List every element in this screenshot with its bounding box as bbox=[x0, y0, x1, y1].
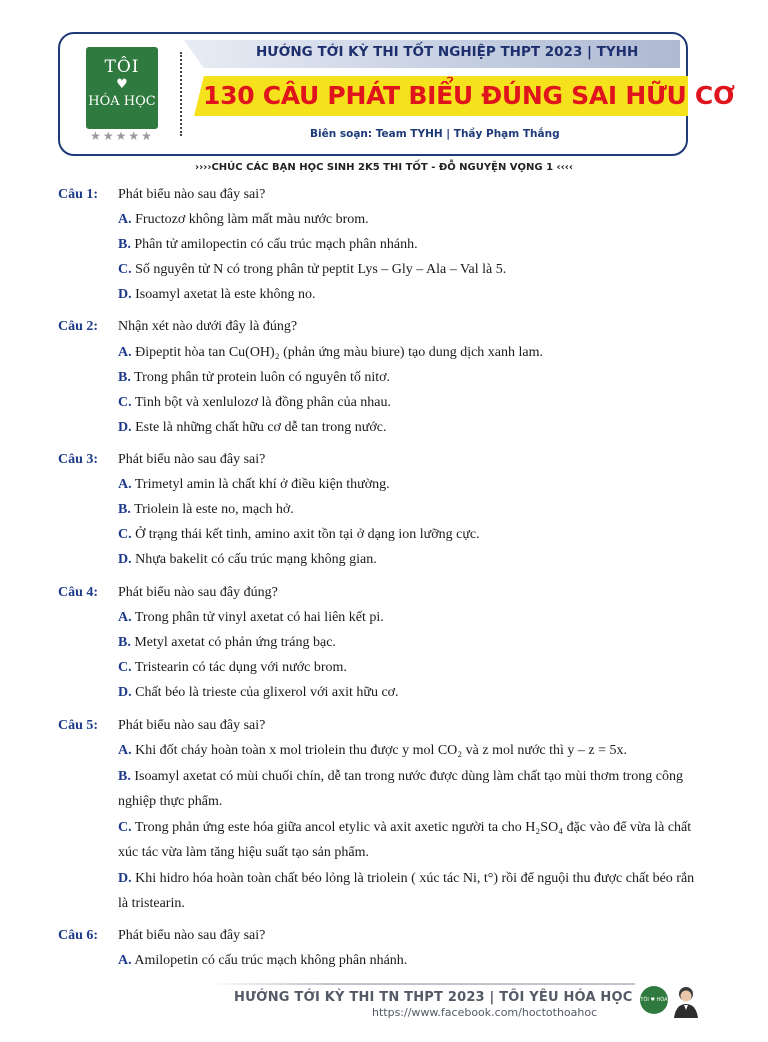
option-text: Số nguyên tử N có trong phân tử peptit Lys – Gly – Ala – Val là 5. bbox=[135, 262, 507, 277]
option-letter: A. bbox=[118, 477, 132, 492]
question-label: Câu 1: bbox=[58, 187, 99, 202]
option-text: Chất béo là trieste của glixerol với axit hữu cơ. bbox=[135, 685, 399, 700]
option-text: Phân tử amilopectin có cấu trúc mạch phân nhánh. bbox=[134, 237, 418, 252]
option-letter: D. bbox=[118, 552, 132, 567]
author-byline: Biên soạn: Team TYHH | Thầy Phạm Thắng bbox=[310, 128, 560, 140]
option-text: Metyl axetat có phản ứng tráng bạc. bbox=[134, 635, 336, 650]
option-letter: B. bbox=[118, 769, 131, 784]
question-prompt: Phát biểu nào sau đây sai? bbox=[118, 452, 266, 467]
option-text: Fructozơ không làm mất màu nước brom. bbox=[135, 212, 369, 227]
option-text: Trong phân tử protein luôn có nguyên tố nitơ. bbox=[134, 370, 391, 385]
option-text: Đipeptit hòa tan Cu(OH)₂ (phản ứng màu biure) tạo dung dịch xanh lam. bbox=[135, 345, 543, 360]
option-letter: B. bbox=[118, 502, 131, 517]
footer-link[interactable]: https://www.facebook.com/hoctothoahoc bbox=[372, 1006, 598, 1019]
answer-option bbox=[118, 684, 399, 702]
option-text: Khi hidro hóa hoàn toàn chất béo lỏng là triolein ( xúc tác Ni, t°) rồi để nguội thu được chất béo rắn là tristearin. bbox=[118, 871, 695, 911]
teacher-avatar-icon bbox=[670, 984, 702, 1018]
answer-option bbox=[118, 501, 294, 519]
answer-option bbox=[118, 419, 387, 437]
option-text: Tristearin có tác dụng với nước brom. bbox=[134, 660, 347, 675]
option-letter: D. bbox=[118, 287, 132, 302]
answer-option bbox=[118, 394, 391, 412]
answer-option bbox=[118, 659, 347, 677]
option-text: Isoamyl axetat là este không no. bbox=[135, 287, 316, 302]
option-text: Triolein là este no, mạch hở. bbox=[134, 502, 294, 517]
option-letter: B. bbox=[118, 635, 131, 650]
answer-option bbox=[118, 211, 369, 229]
answer-option bbox=[118, 344, 543, 362]
question-prompt: Phát biểu nào sau đây sai? bbox=[118, 187, 266, 202]
option-text: Nhựa bakelit có cấu trúc mạng không gian. bbox=[135, 552, 377, 567]
question-label: Câu 2: bbox=[58, 319, 99, 334]
option-letter: A. bbox=[118, 345, 132, 360]
answer-option bbox=[118, 261, 506, 279]
option-letter: B. bbox=[118, 370, 131, 385]
answer-option bbox=[118, 866, 702, 916]
question-label: Câu 5: bbox=[58, 718, 99, 733]
answer-option bbox=[118, 369, 390, 387]
option-text: Trong phân tử vinyl axetat có hai liên kết pi. bbox=[134, 610, 384, 625]
answer-option bbox=[118, 551, 377, 569]
document-title: 130 CÂU PHÁT BIỂU ĐÚNG SAI HỮU CƠ bbox=[203, 81, 735, 110]
logo-line-2: HÓA HỌC bbox=[88, 94, 156, 109]
heart-icon: ♥ bbox=[116, 77, 128, 92]
logo-line-1: TÔI bbox=[104, 57, 140, 77]
option-letter: A. bbox=[118, 610, 132, 625]
option-text: Trong phản ứng este hóa giữa ancol etylic và axit axetic người ta cho H₂SO₄ đặc vào để vừa là chất xúc tác vừa làm tăng hiệu suất tạo sản phẩm. bbox=[118, 820, 692, 860]
option-letter: C. bbox=[118, 820, 132, 835]
option-letter: C. bbox=[118, 395, 132, 410]
question-label: Câu 3: bbox=[58, 452, 99, 467]
answer-option bbox=[118, 236, 418, 254]
answer-option bbox=[118, 815, 702, 865]
question-prompt: Phát biểu nào sau đây đúng? bbox=[118, 585, 278, 600]
answer-option bbox=[118, 764, 702, 814]
option-text: Amilopetin có cấu trúc mạch không phân nhánh. bbox=[134, 953, 408, 968]
footer-title: HƯỚNG TỚI KỲ THI TN THPT 2023 | TÔI YÊU HÓA HỌC bbox=[234, 990, 633, 1005]
option-letter: C. bbox=[118, 660, 132, 675]
motto-line: ››››CHÚC CÁC BẠN HỌC SINH 2K5 THI TỐT - ĐỖ NGUYỆN VỌNG 1 ‹‹‹‹ bbox=[194, 162, 574, 173]
rating-stars: ★★★★★ bbox=[90, 129, 154, 143]
option-letter: D. bbox=[118, 685, 132, 700]
option-letter: A. bbox=[118, 743, 132, 758]
option-letter: A. bbox=[118, 953, 132, 968]
option-letter: B. bbox=[118, 237, 131, 252]
question-label: Câu 4: bbox=[58, 585, 99, 600]
option-letter: D. bbox=[118, 420, 132, 435]
question-label: Câu 6: bbox=[58, 928, 99, 943]
header-subtitle: HƯỚNG TỚI KỲ THI TỐT NGHIỆP THPT 2023 | TYHH bbox=[256, 44, 639, 60]
answer-option bbox=[118, 742, 627, 760]
answer-option bbox=[118, 476, 390, 494]
option-letter: D. bbox=[118, 871, 132, 886]
option-letter: A. bbox=[118, 212, 132, 227]
option-text: Ở trạng thái kết tinh, amino axit tồn tại ở dạng ion lưỡng cực. bbox=[135, 527, 480, 542]
option-text: Isoamyl axetat có mùi chuối chín, dễ tan trong nước được dùng làm chất tạo mùi thơm trong công nghiệp thực phẩm. bbox=[118, 769, 683, 809]
option-text: Tinh bột và xenlulozơ là đồng phân của nhau. bbox=[134, 395, 391, 410]
footer-divider bbox=[205, 983, 635, 985]
answer-option bbox=[118, 634, 336, 652]
answer-option bbox=[118, 609, 384, 627]
option-letter: C. bbox=[118, 262, 132, 277]
footer-logo: TÔI ♥ HÓA HỌC bbox=[640, 986, 668, 1014]
option-text: Khi đốt cháy hoàn toàn x mol triolein thu được y mol CO₂ và z mol nước thì y – z = 5x. bbox=[135, 743, 627, 758]
answer-option bbox=[118, 526, 480, 544]
answer-option bbox=[118, 286, 316, 304]
option-letter: C. bbox=[118, 527, 132, 542]
answer-option bbox=[118, 952, 407, 970]
question-prompt: Phát biểu nào sau đây sai? bbox=[118, 928, 266, 943]
option-text: Trimetyl amin là chất khí ở điều kiện thường. bbox=[134, 477, 390, 492]
option-text: Este là những chất hữu cơ dễ tan trong nước. bbox=[135, 420, 387, 435]
question-prompt: Nhận xét nào dưới đây là đúng? bbox=[118, 319, 298, 334]
question-prompt: Phát biểu nào sau đây sai? bbox=[118, 718, 266, 733]
